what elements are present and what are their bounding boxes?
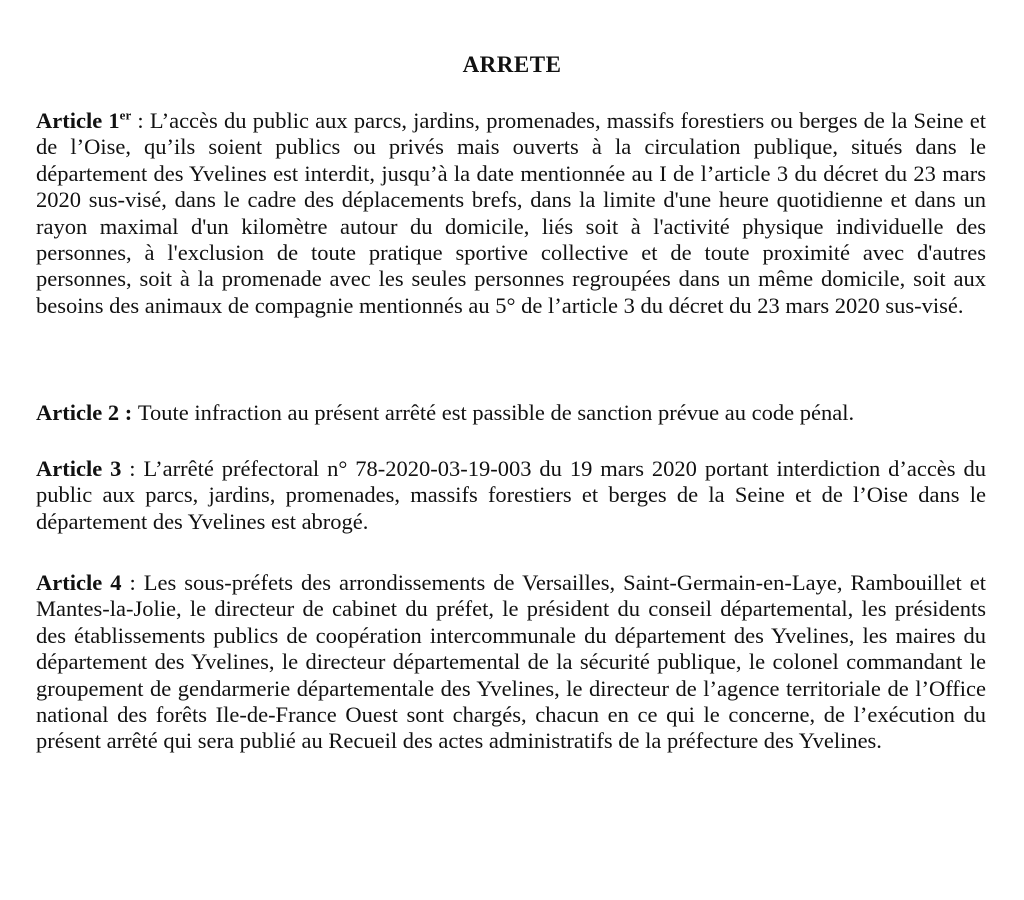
article-2-label: Article 2 xyxy=(36,400,120,425)
article-3-text: L’arrêté préfectoral n° 78-2020-03-19-003 du 19 mars 2020 portant interdiction d’accès du public aux parcs, jardins, promenades, massifs forestiers et berges de la Seine et de l’Oise dans le département des Yvelines est abrogé. xyxy=(36,456,986,534)
article-1 xyxy=(36,108,986,319)
article-1-label xyxy=(36,108,131,133)
article-2-text: Toute infraction au présent arrêté est passible de sanction prévue au code pénal. xyxy=(137,400,855,425)
article-1-separator: : xyxy=(131,108,150,133)
article-1-label-text: Article 1 xyxy=(36,108,120,133)
article-1-text: L’accès du public aux parcs, jardins, promenades, massifs forestiers ou berges de la Seine et de l’Oise, qu’ils soient publics ou privés mais ouverts à la circulation publique, situés dans le département des Yvelines est interdit, jusqu’à la date mentionnée au I de l’article 3 du décret du 23 mars 2020 sus-visé, dans le cadre des déplacements brefs, dans la limite d'une heure quotidienne et dans un rayon maximal d'un kilomètre autour du domicile, liés soit à l'activité physique individuelle des personnes, à l'exclusion de toute pratique sportive collective et de toute proximité avec d'autres personnes, soit à la promenade avec les seules personnes regroupées dans un même domicile, soit aux besoins des animaux de compagnie mentionnés au 5° de l’article 3 du décret du 23 mars 2020 sus-visé. xyxy=(36,108,986,318)
article-4-separator: : xyxy=(121,570,144,595)
article-2-separator: : xyxy=(119,400,138,425)
article-4 xyxy=(36,570,986,755)
article-1-label-superscript: er xyxy=(119,107,132,123)
article-3-separator: : xyxy=(121,456,144,481)
article-4-label: Article 4 xyxy=(36,570,122,595)
article-2 xyxy=(36,400,986,426)
article-3-label: Article 3 xyxy=(36,456,122,481)
article-3 xyxy=(36,456,986,535)
document-title: ARRETE xyxy=(462,52,562,77)
article-4-text: Les sous-préfets des arrondissements de Versailles, Saint-Germain-en-Laye, Rambouillet et Mantes-la-Jolie, le directeur de cabinet du préfet, le président du conseil départemental, les présidents des établissements publics de coopération intercommunale du département des Yvelines, les maires du département des Yvelines, le directeur départemental de la sécurité publique, le colonel commandant le groupement de gendarmerie départementale des Yvelines, le directeur de l’agence territoriale de l’Office national des forêts Ile-de-France Ouest sont chargés, chacun en ce qui le concerne, de l’exécution du présent arrêté qui sera publié au Recueil des actes administratifs de la préfecture des Yvelines. xyxy=(36,570,986,754)
